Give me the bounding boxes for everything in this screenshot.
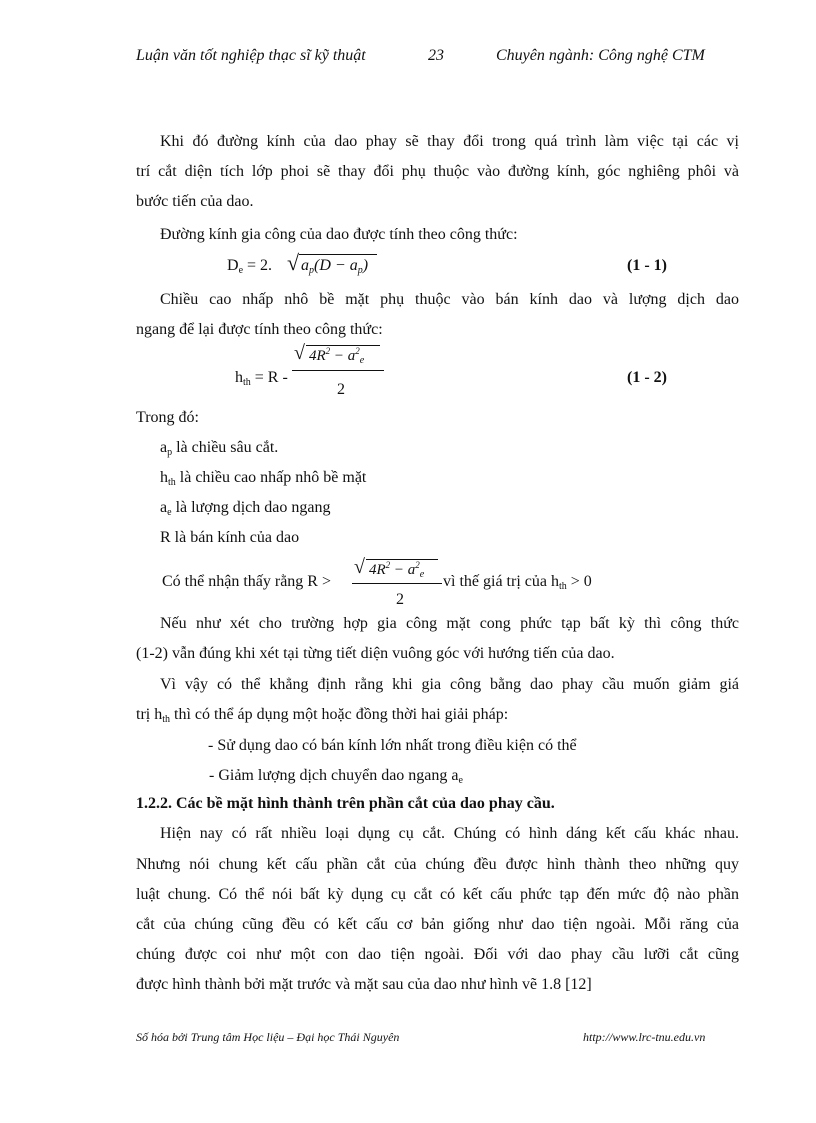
sqrt-bar-1 [299, 254, 377, 255]
para4-line2: (1-2) vẫn đúng khi xét tại từng tiết diện vuông góc với hướng tiến của dao. [136, 645, 615, 662]
para1-line2: trí cắt diện tích lớp phoi sẽ thay đổi phụ thuộc vào đường kính, góc nghiêng phôi và [136, 163, 739, 180]
equation-number-1-2: (1 - 2) [627, 369, 667, 386]
para3-line2: ngang để lại được tính theo công thức: [136, 321, 383, 338]
para6-line3: luật chung. Có thể nói bất kỳ dụng cụ cắt có kết cấu phức tạp đến mức độ nào phần [136, 886, 739, 903]
footer-url[interactable]: http://www.lrc-tnu.edu.vn [583, 1030, 706, 1044]
eq2-radicand: $4R^2 - a^2_e$ [309, 346, 365, 366]
header-title: Luận văn tốt nghiệp thạc sĩ kỹ thuật [136, 47, 366, 64]
def-ae: $a_e$ là lượng dịch dao ngang [160, 499, 331, 518]
equation-number-1-1: (1 - 1) [627, 257, 667, 274]
para5-line2: trị $h_{th}$ thì có thể áp dụng một hoặc đồng thời hai giải pháp: [136, 706, 509, 725]
para6-line2: Nhưng nói chung kết cấu phần cắt của chúng đều được hình thành theo những quy [136, 856, 739, 873]
solution-1: - Sử dụng dao có bán kính lớn nhất trong điều kiện có thể [208, 737, 577, 754]
equation-1-2: $h_{th} = R$ - [235, 369, 288, 388]
para6-line1: Hiện nay có rất nhiều loại dụng cụ cắt. Chúng có hình dáng kết cấu khác nhau. [160, 825, 739, 842]
def-ap: $a_p$ là chiều sâu cắt. [160, 439, 279, 458]
para6-line4: cắt của chúng cũng đều có kết cấu cơ bản giống như dao tiện ngoài. Mỗi răng của [136, 916, 739, 933]
para1-line1: Khi đó đường kính của dao phay sẽ thay đổi trong quá trình làm việc tại các vị [160, 133, 739, 150]
sqrt-symbol-2: √ [294, 342, 305, 364]
def-r: R là bán kính của dao [160, 529, 300, 546]
inequality-prefix: Có thể nhận thấy rằng R > [162, 573, 331, 590]
footer-source: Số hóa bởi Trung tâm Học liệu – Đại học Thái Nguyên [136, 1030, 400, 1044]
fraction-bar-3 [352, 583, 442, 584]
fraction-bar-2 [292, 370, 384, 371]
sqrt-symbol-3: √ [354, 556, 365, 578]
section-heading: 1.2.2. Các bề mặt hình thành trên phần cắt của dao phay cầu. [136, 795, 555, 812]
para4-line1: Nếu như xét cho trường hợp gia công mặt cong phức tạp bất kỳ thì công thức [160, 615, 739, 632]
equation-1-1: $D_e = 2$. [227, 257, 273, 276]
para6-line6: được hình thành bởi mặt trước và mặt sau của dao như hình vẽ 1.8 [12] [136, 976, 592, 993]
sqrt-bar-2 [306, 345, 380, 346]
para3-line1: Chiều cao nhấp nhô bề mặt phụ thuộc vào bán kính dao và lượng dịch dao [160, 291, 739, 308]
where-label: Trong đó: [136, 409, 199, 426]
para6-line5: chúng được coi như một con dao tiện ngoài. Đối với dao phay cầu lưỡi cắt cũng [136, 946, 739, 963]
eq1-radicand: $a_p(D - a_p)$ [301, 257, 369, 276]
para2: Đường kính gia công của dao được tính theo công thức: [160, 226, 518, 243]
page-number: 23 [428, 47, 444, 64]
sqrt-bar-3 [366, 559, 438, 560]
header-specialty: Chuyên ngành: Công nghệ CTM [496, 47, 705, 64]
solution-2: - Giảm lượng dịch chuyển dao ngang $a_e$ [209, 767, 463, 786]
inequality-suffix: vì thế giá trị của $h_{th} > 0$ [443, 573, 592, 592]
para1-line3: bước tiến của dao. [136, 193, 254, 210]
ineq-denominator: 2 [396, 591, 404, 608]
eq2-denominator: 2 [337, 381, 345, 398]
sqrt-symbol-1: √ [287, 250, 300, 275]
para5-line1: Vì vậy có thể khẳng định rằng khi gia công bằng dao phay cầu muốn giảm giá [160, 676, 739, 693]
ineq-radicand: $4R^2 - a^2_e$ [369, 560, 425, 580]
def-hth: $h_{th}$ là chiều cao nhấp nhô bề mặt [160, 469, 367, 488]
